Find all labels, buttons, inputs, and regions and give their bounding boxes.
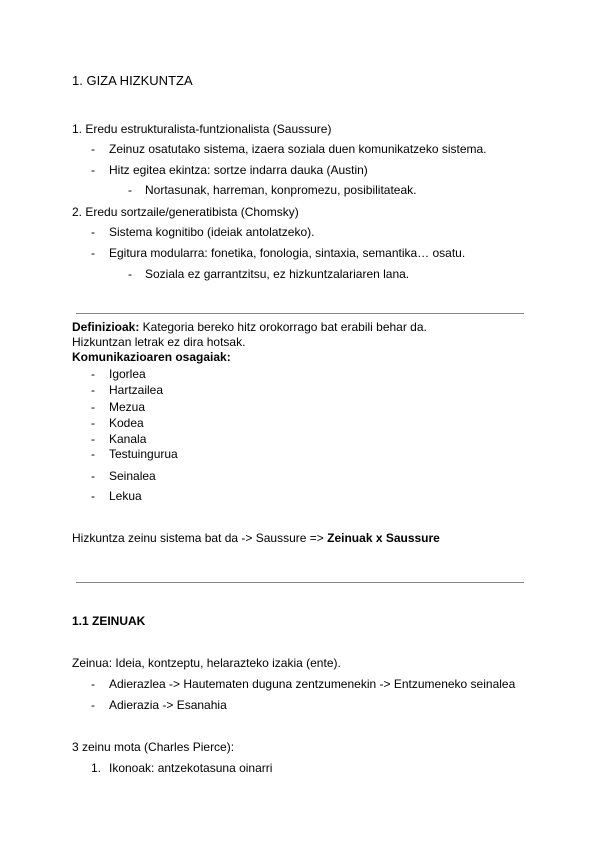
bullet-dash: - [91, 383, 95, 397]
sign-definition: Zeinua: Ideia, kontzeptu, helarazteko izakia (ente). [72, 656, 341, 670]
bullet-dash: - [91, 469, 95, 483]
numbered-item-number: 1. [91, 761, 102, 775]
component-item: Hartzailea [109, 383, 164, 397]
model2-bullet-1: Sistema kognitibo (ideiak antolatzeko). [109, 225, 315, 239]
bullet-dash: - [91, 489, 95, 503]
definitions-label: Definizioak: [72, 320, 140, 334]
components-heading: Komunikazioaren osagaiak: [72, 350, 231, 364]
saussure-line [72, 531, 440, 545]
divider [76, 582, 524, 583]
model1-bullet-1: Zeinuz osatutako sistema, izaera soziala duen komunikatzeko sistema. [109, 142, 487, 156]
signifier-bullet: Adierazlea -> Hautematen duguna zentzumenekin -> Entzumeneko seinalea [109, 677, 516, 691]
divider [76, 313, 524, 314]
component-item: Igorlea [109, 367, 146, 381]
component-item: Seinalea [109, 469, 156, 483]
bullet-dash: - [91, 698, 95, 712]
sign-type-1: Ikonoak: antzekotasuna oinarri [109, 761, 273, 775]
model2-bullet-2: Egitura modularra: fonetika, fonologia, sintaxia, semantika… osatu. [109, 246, 466, 260]
component-item: Kodea [109, 416, 144, 430]
bullet-dash: - [128, 267, 132, 281]
bullet-dash: - [91, 432, 95, 446]
component-item: Testuingurua [109, 447, 178, 461]
signified-bullet: Adierazia -> Esanahia [109, 698, 227, 712]
saussure-text: Hizkuntza zeinu sistema bat da -> Saussure => [72, 531, 328, 545]
bullet-dash: - [91, 677, 95, 691]
sign-types-heading: 3 zeinu mota (Charles Pierce): [72, 740, 235, 754]
bullet-dash: - [91, 225, 95, 239]
bullet-dash: - [91, 367, 95, 381]
definitions-text: Kategoria bereko hitz orokorrago bat erabili behar da. [139, 320, 427, 334]
component-item: Kanala [109, 432, 147, 446]
component-item: Lekua [109, 489, 142, 503]
model2-heading: 2. Eredu sortzaile/generatibista (Chomsky) [72, 205, 299, 219]
bullet-dash: - [91, 163, 95, 177]
bullet-dash: - [91, 447, 95, 461]
component-item: Mezua [109, 400, 146, 414]
model1-heading: 1. Eredu estrukturalista-funtzionalista (Saussure) [72, 122, 332, 136]
bullet-dash: - [91, 400, 95, 414]
model1-subbullet: Nortasunak, harreman, konpromezu, posibilitateak. [145, 183, 417, 197]
model2-subbullet: Soziala ez garrantzitsu, ez hizkuntzalariaren lana. [145, 267, 410, 281]
bullet-dash: - [91, 142, 95, 156]
model1-bullet-2: Hitz egitea ekintza: sortze indarra dauka (Austin) [109, 163, 368, 177]
saussure-bold: Zeinuak x Saussure [327, 531, 440, 545]
bullet-dash: - [128, 183, 132, 197]
page-title: 1. GIZA HIZKUNTZA [72, 73, 193, 88]
definitions-line [72, 320, 427, 334]
section-heading: 1.1 ZEINUAK [72, 614, 146, 628]
bullet-dash: - [91, 416, 95, 430]
definitions-line-2: Hizkuntzan letrak ez dira hotsak. [72, 335, 246, 349]
bullet-dash: - [91, 246, 95, 260]
